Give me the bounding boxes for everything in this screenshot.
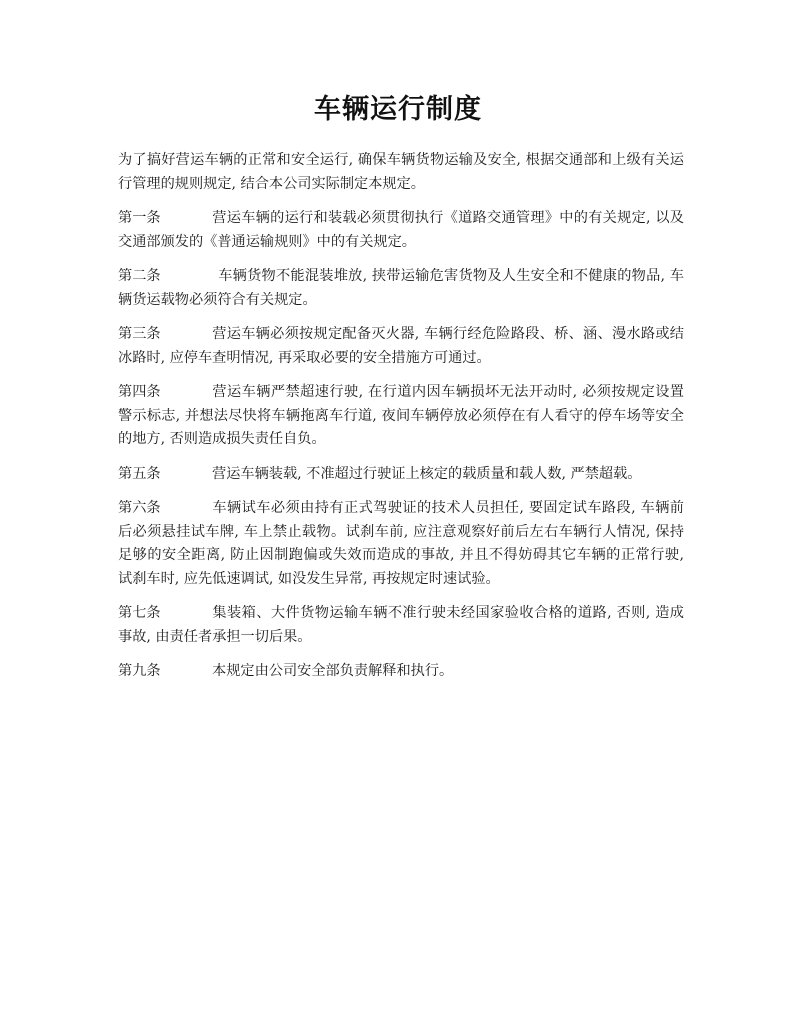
article-5 <box>118 463 684 487</box>
document-title: 车辆运行制度 <box>314 94 482 125</box>
article-number: 第二条 <box>118 268 161 284</box>
article-4 <box>118 381 684 452</box>
article-number: 第五条 <box>118 465 161 482</box>
article-number: 第三条 <box>118 326 161 342</box>
article-number: 第七条 <box>118 605 161 621</box>
article-3 <box>118 323 684 370</box>
article-text: 营运车辆严禁超速行驶, 在行道内因车辆损坏无法开动时, 必须按规定设置警示标志, 并想法尽快将车辆拖离车行道, 夜间车辆停放必须停在有人看守的停车场等安全的地方, 否则造成损失责任自负。 <box>118 384 684 447</box>
article-1 <box>118 207 684 254</box>
article-2 <box>118 265 684 312</box>
article-7 <box>118 602 684 649</box>
article-text: 营运车辆的运行和装载必须贯彻执行《道路交通管理》中的有关规定, 以及交通部颁发的《普通运输规则》中的有关规定。 <box>118 210 684 250</box>
article-text: 营运车辆装载, 不准超过行驶证上核定的载质量和载人数, 严禁超载。 <box>212 465 642 482</box>
article-number: 第四条 <box>118 384 161 400</box>
article-text: 车辆试车必须由持有正式驾驶证的技术人员担任, 要固定试车路段, 车辆前后必须悬挂试车牌, 车上禁止载物。试刹车前, 应注意观察好前后左右车辆行人情况, 保持足够的安全距离, 防止因制跑偏或失效而造成的事故, 并且不得妨碍其它车辆的正常行驶, 试刹车时, 应先低速调试, 如没发生异常, 再按规定时速试验。 <box>118 500 684 587</box>
document-body <box>118 149 684 695</box>
article-number: 第一条 <box>118 210 161 226</box>
article-6 <box>118 497 684 591</box>
article-number: 第六条 <box>118 500 161 516</box>
article-text: 本规定由公司安全部负责解释和执行。 <box>212 663 454 679</box>
article-text: 营运车辆必须按规定配备灭火器, 车辆行经危险路段、桥、涵、漫水路或结冰路时, 应停车查明情况, 再采取必要的安全措施方可通过。 <box>118 326 684 366</box>
article-text: 车辆货物不能混装堆放, 挟带运输危害货物及人生安全和不健康的物品, 车辆货运载物必须符合有关规定。 <box>118 268 684 308</box>
article-text: 集装箱、大件货物运输车辆不准行驶未经国家验收合格的道路, 否则, 造成事故, 由责任者承担一切后果。 <box>118 605 684 645</box>
intro-paragraph: 为了搞好营运车辆的正常和安全运行, 确保车辆货物运输及安全, 根据交通部和上级有关运行管理的规则规定, 结合本公司实际制定本规定。 <box>118 152 684 192</box>
article-9 <box>118 660 684 684</box>
article-number: 第九条 <box>118 663 161 679</box>
